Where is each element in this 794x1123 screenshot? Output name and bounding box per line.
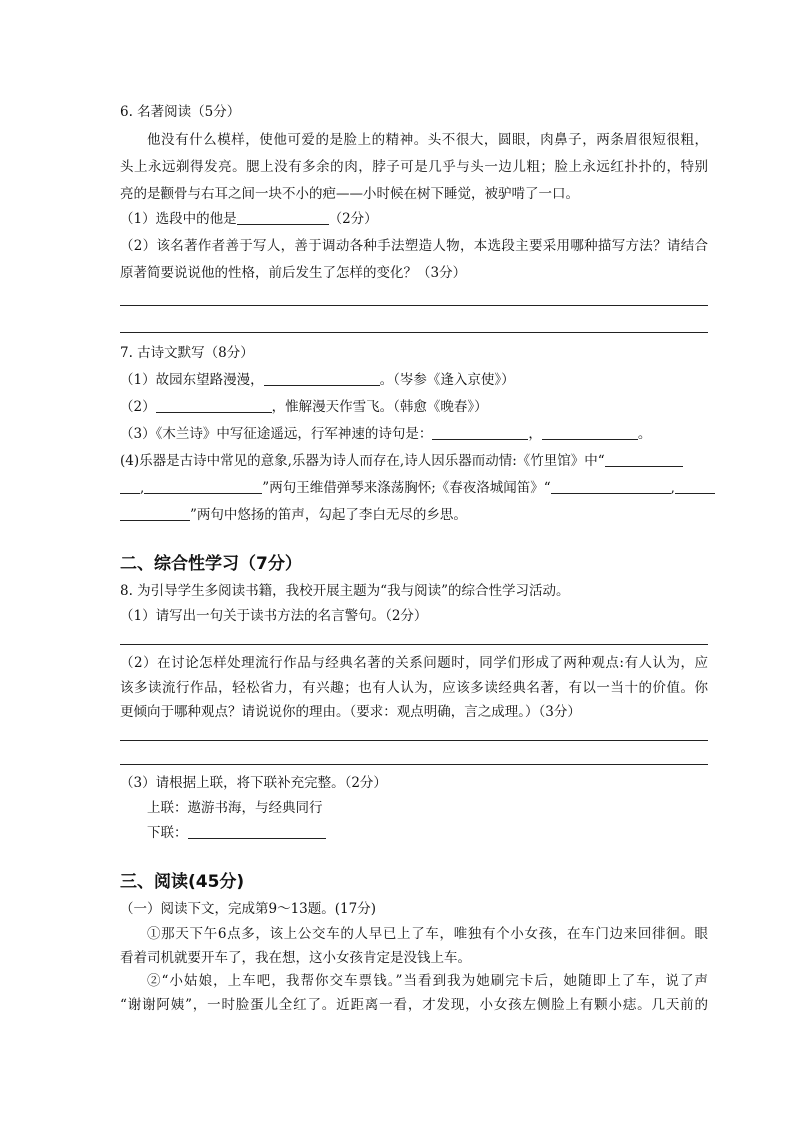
q7-sub3-blank-2[interactable]	[542, 425, 638, 440]
q6-passage-line-1: 他没有什么模样，使他可爱的是脸上的精神。头不很大，圆眼，肉鼻子，两条眉很短很粗，	[147, 132, 708, 148]
q7-sub4-line-1	[120, 451, 683, 471]
q7-sub4-comma-2: ,	[670, 480, 675, 496]
q7-sub4-mid: ”两句王维借弹琴来涤荡胸怀;《春夜洛城闻笛》“	[262, 480, 551, 496]
q7-sub3-comma: ，	[528, 426, 542, 442]
q8-sub2-line-2: 该多读流行作品，轻松省力，有兴趣；也有人认为，应该多读经典名著，有以一当十的价值。你	[120, 680, 708, 696]
q8-sub2-line-3: 更倾向于哪种观点？请说说你的理由。（要求：观点明确，言之成理。）（3分）	[120, 704, 581, 720]
q8-sub3: （3）请根据上联，将下联补充完整。（2分）	[120, 775, 387, 791]
q7-sub3-blank-1[interactable]	[432, 425, 528, 440]
q6-sub1	[120, 209, 378, 229]
q8-title: 8. 为引导学生多阅读书籍，我校开展主题为“我与阅读”的综合性学习活动。	[120, 583, 570, 599]
q7-sub1-source: 。（岑参《逢入京使》）	[379, 372, 515, 388]
q7-sub2-source: ，惟解漫天作雪飞。（韩愈《晚春》）	[271, 399, 488, 415]
reading-para-2-line-2: “谢谢阿姨”，一时脸蛋儿全红了。近距离一看，才发现，小女孩左侧脸上有颗小痣。几天前的	[120, 997, 708, 1013]
couplet-lower-blank[interactable]	[188, 824, 326, 839]
q7-sub4-blank-4[interactable]	[675, 479, 715, 494]
q8-sub1: （1）请写出一句关于读书方法的名言警句。（2分）	[120, 608, 428, 624]
answer-line[interactable]	[120, 305, 708, 306]
q7-sub4-line-2	[120, 478, 715, 498]
answer-line[interactable]	[120, 740, 708, 741]
q7-sub4-blank-3[interactable]	[551, 479, 671, 494]
q6-sub2-line-1: （2）该名著作者善于写人，善于调动各种手法塑造人物，本选段主要采用哪种描写方法？请结合	[120, 238, 708, 254]
q7-sub4-line-3	[120, 505, 467, 525]
reading-part-1-title: （一）阅读下文，完成第9～13题。(17分)	[120, 901, 376, 917]
q7-sub3-end: 。	[637, 426, 652, 442]
q7-sub4-blank-4-cont[interactable]	[120, 506, 190, 521]
q7-title: 7. 古诗文默写（8分）	[120, 345, 254, 361]
q7-sub4-blank-2[interactable]	[144, 479, 262, 494]
q6-title: 6. 名著阅读（5分）	[120, 104, 241, 120]
q6-sub2-line-2: 原著简要说说他的性格，前后发生了怎样的变化？（3分）	[120, 265, 467, 281]
q6-passage-line-2: 头上永远剃得发亮。腮上没有多余的肉，脖子可是几乎与头一边儿粗；脸上永远红扑扑的，特别	[120, 159, 708, 175]
reading-para-1-line-1: ①那天下午6点多，该上公交车的人早已上了车，唯独有个小女孩，在车门边来回徘徊。眼	[147, 926, 708, 942]
q7-sub4-blank-1-cont[interactable]	[120, 479, 140, 494]
q7-sub2-prompt: （2）	[120, 399, 156, 415]
reading-para-2-line-1: ②“小姑娘，上车吧，我帮你交车票钱。”当看到我为她刷完卡后，她随即上了车，说了声	[147, 973, 708, 989]
answer-line[interactable]	[120, 332, 708, 333]
answer-line[interactable]	[120, 764, 708, 765]
q7-sub2-blank[interactable]	[156, 398, 272, 413]
q7-sub4-end: ”两句中悠扬的笛声，勾起了李白无尽的乡思。	[190, 507, 467, 523]
q7-sub4-blank-1[interactable]	[605, 452, 683, 467]
section-2-heading: 二、综合性学习（7分）	[120, 554, 302, 574]
q7-sub4-comma-1: ,	[140, 480, 145, 496]
q7-sub1-prompt: （1）故园东望路漫漫，	[120, 372, 264, 388]
q6-passage-line-3: 亮的是颧骨与右耳之间一块不小的疤——小时候在树下睡觉，被驴啃了一口。	[120, 186, 579, 202]
q7-sub1	[120, 370, 515, 390]
q7-sub4-prompt: (4)乐器是古诗中常见的意象,乐器为诗人而存在,诗人因乐器而动情:《竹里馆》中“	[120, 453, 605, 469]
answer-line[interactable]	[120, 644, 708, 645]
q7-sub3-prompt: （3）《木兰诗》中写征途遥远，行军神速的诗句是：	[120, 426, 433, 442]
q6-sub1-score: （2分）	[328, 211, 378, 227]
q7-sub2	[120, 397, 488, 417]
q6-sub1-prompt: （1）选段中的他是	[120, 211, 237, 227]
couplet-lower-label: 下联：	[147, 825, 188, 841]
q7-sub3	[120, 424, 651, 444]
q8-sub2-line-1: （2）在讨论怎样处理流行作品与经典名著的关系问题时，同学们形成了两种观点:有人认为，应	[120, 655, 708, 671]
q7-sub1-blank[interactable]	[264, 371, 380, 386]
q6-sub1-answer-blank[interactable]	[237, 210, 329, 225]
couplet-upper: 上联：遨游书海，与经典同行	[147, 800, 323, 816]
reading-para-1-line-2: 看着司机就要开车了，我在想，这小女孩肯定是没钱上车。	[120, 950, 471, 966]
section-3-heading: 三、阅读(45分)	[120, 872, 245, 892]
couplet-lower	[147, 823, 326, 843]
